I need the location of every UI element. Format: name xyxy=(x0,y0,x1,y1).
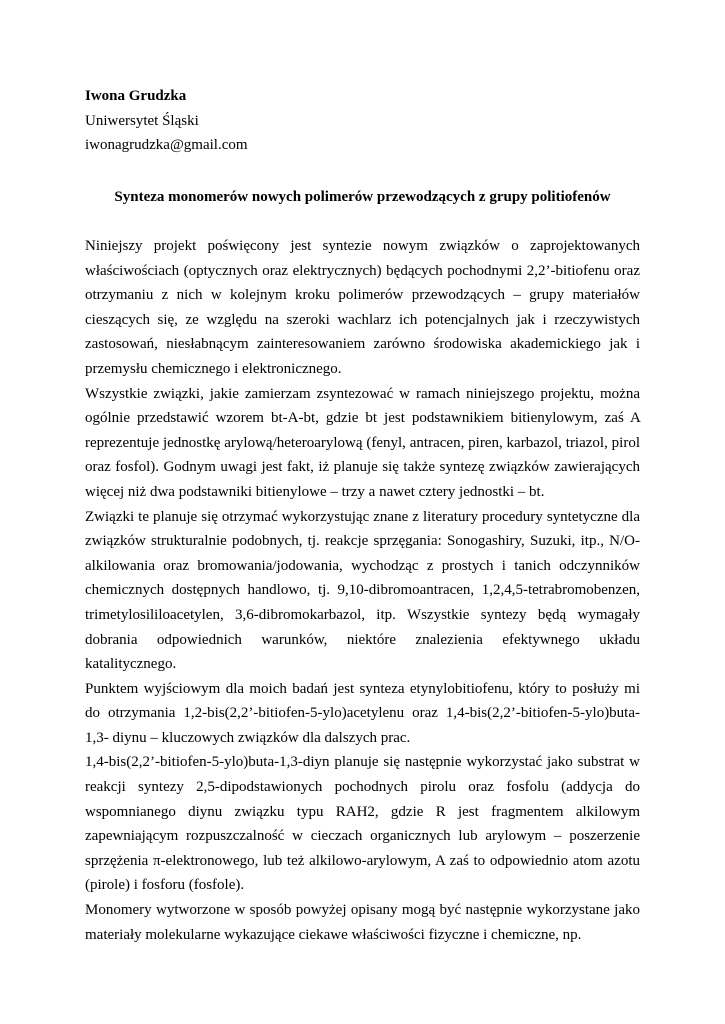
text-line: wspomnianego diynu związku typu RAH2, gdzie R jest fragmentem alkilowym xyxy=(85,803,640,820)
text-line: zapewniającym rozpuszczalność w cieczach organicznych lub arylowym – poszerzenie xyxy=(85,828,640,845)
text-line: cieszących się, ze względu na szeroki wachlarz ich potencjalnych jak i rzeczywistych xyxy=(85,311,640,328)
paragraph xyxy=(85,677,640,751)
document-title: Synteza monomerów nowych polimerów przewodzących z grupy politiofenów xyxy=(114,189,611,205)
text-line: odpowiednich warunków, niektóre znalezienia efektywnego układu katalitycznego. xyxy=(85,631,641,673)
document-body xyxy=(85,234,640,947)
text-line: otrzymaniu z nich w kolejnym kroku polimerów przewodzących – grupy materiałów xyxy=(85,287,640,304)
text-line: i przemysłu chemicznego i elektronicznego. xyxy=(85,336,640,377)
text-line: właściwościach (optycznych oraz elektrycznych) będących pochodnymi 2,2’-bitiofenu oraz xyxy=(85,262,640,279)
text-line: materiały molekularne wykazujące ciekawe właściwości fizyczne i chemiczne, np. xyxy=(85,926,582,943)
text-line: (pirole) i fosforu (fosfole). xyxy=(85,877,245,894)
author-name: Iwona Grudzka xyxy=(85,88,187,104)
text-line: diynu – kluczowych związków dla dalszych prac. xyxy=(112,729,411,746)
text-line: trimetylosililoacetylen, 3,6-dibromokarbazol, itp. Wszystkie syntezy będą wymagały dobrania xyxy=(85,606,640,648)
text-line: Niniejszy projekt poświęcony jest syntezie nowym związków o zaprojektowanych xyxy=(85,238,640,254)
paragraph xyxy=(85,898,640,947)
text-line: Związki te planuje się otrzymać wykorzystując znane z literatury procedury syntetyczne dla xyxy=(85,508,640,525)
paragraph xyxy=(85,382,640,505)
text-line: oraz fosfol). Godnym uwagi jest fakt, iż planuje się także syntezę związków zawierających xyxy=(85,459,640,476)
paragraph xyxy=(85,234,640,382)
author-block xyxy=(85,84,248,158)
text-line: Monomery wytworzone w sposób powyżej opisany mogą być następnie wykorzystane jako xyxy=(85,902,640,919)
text-line: ogólnie przedstawić wzorem bt-A-bt, gdzie bt jest podstawnikiem bitienylowym, zaś A xyxy=(85,410,640,427)
text-line: 1,4-bis(2,2’-bitiofen-5-ylo)buta-1,3-diyn planuje się następnie wykorzystać jako substrat xyxy=(85,754,625,771)
text-line: alkilowania oraz bromowania/jodowania, wychodząc z prostych i tanich odczynników xyxy=(85,557,640,574)
text-line: związków strukturalnie podobnych, tj. reakcje sprzęgania: Sonogashiry, Suzuki, itp., N/O- xyxy=(85,533,640,550)
text-line: zastosowań, niesłabnącym zainteresowaniem zarówno środowiska akademickiego jak xyxy=(85,336,628,353)
author-email: iwonagrudzka@gmail.com xyxy=(85,137,248,153)
text-line: w reakcji syntezy 2,5-dipodstawionych pochodnych pirolu oraz fosfolu (addycja do xyxy=(85,754,641,796)
author-affiliation: Uniwersytet Śląski xyxy=(85,112,199,129)
text-line: chemicznych dostępnych handlowo, tj. 9,10-dibromoantracen, 1,2,4,5-tetrabromobenzen, xyxy=(85,582,640,599)
text-line: sprzężenia π-elektronowego, lub też alkilowo-arylowym, A zaś to odpowiednio atom azotu xyxy=(85,852,640,869)
paragraph xyxy=(85,750,640,898)
text-line: więcej niż dwa podstawniki bitienylowe – trzy a nawet cztery jednostki – bt. xyxy=(85,483,545,500)
text-line: reprezentuje jednostkę arylową/heteroarylową (fenyl, antracen, piren, karbazol, triazol, pirol xyxy=(85,434,640,451)
text-line: Punktem wyjściowym dla moich badań jest synteza etynylobitiofenu, który to posłuży mi do xyxy=(85,680,640,722)
paragraph xyxy=(85,505,640,677)
text-line: Wszystkie związki, jakie zamierzam zsyntezować w ramach niniejszego projektu, można xyxy=(85,385,640,402)
text-line: otrzymania 1,2-bis(2,2’-bitiofen-5-ylo)acetylenu oraz 1,4-bis(2,2’-bitiofen-5-ylo)buta-1,3- xyxy=(85,705,641,746)
